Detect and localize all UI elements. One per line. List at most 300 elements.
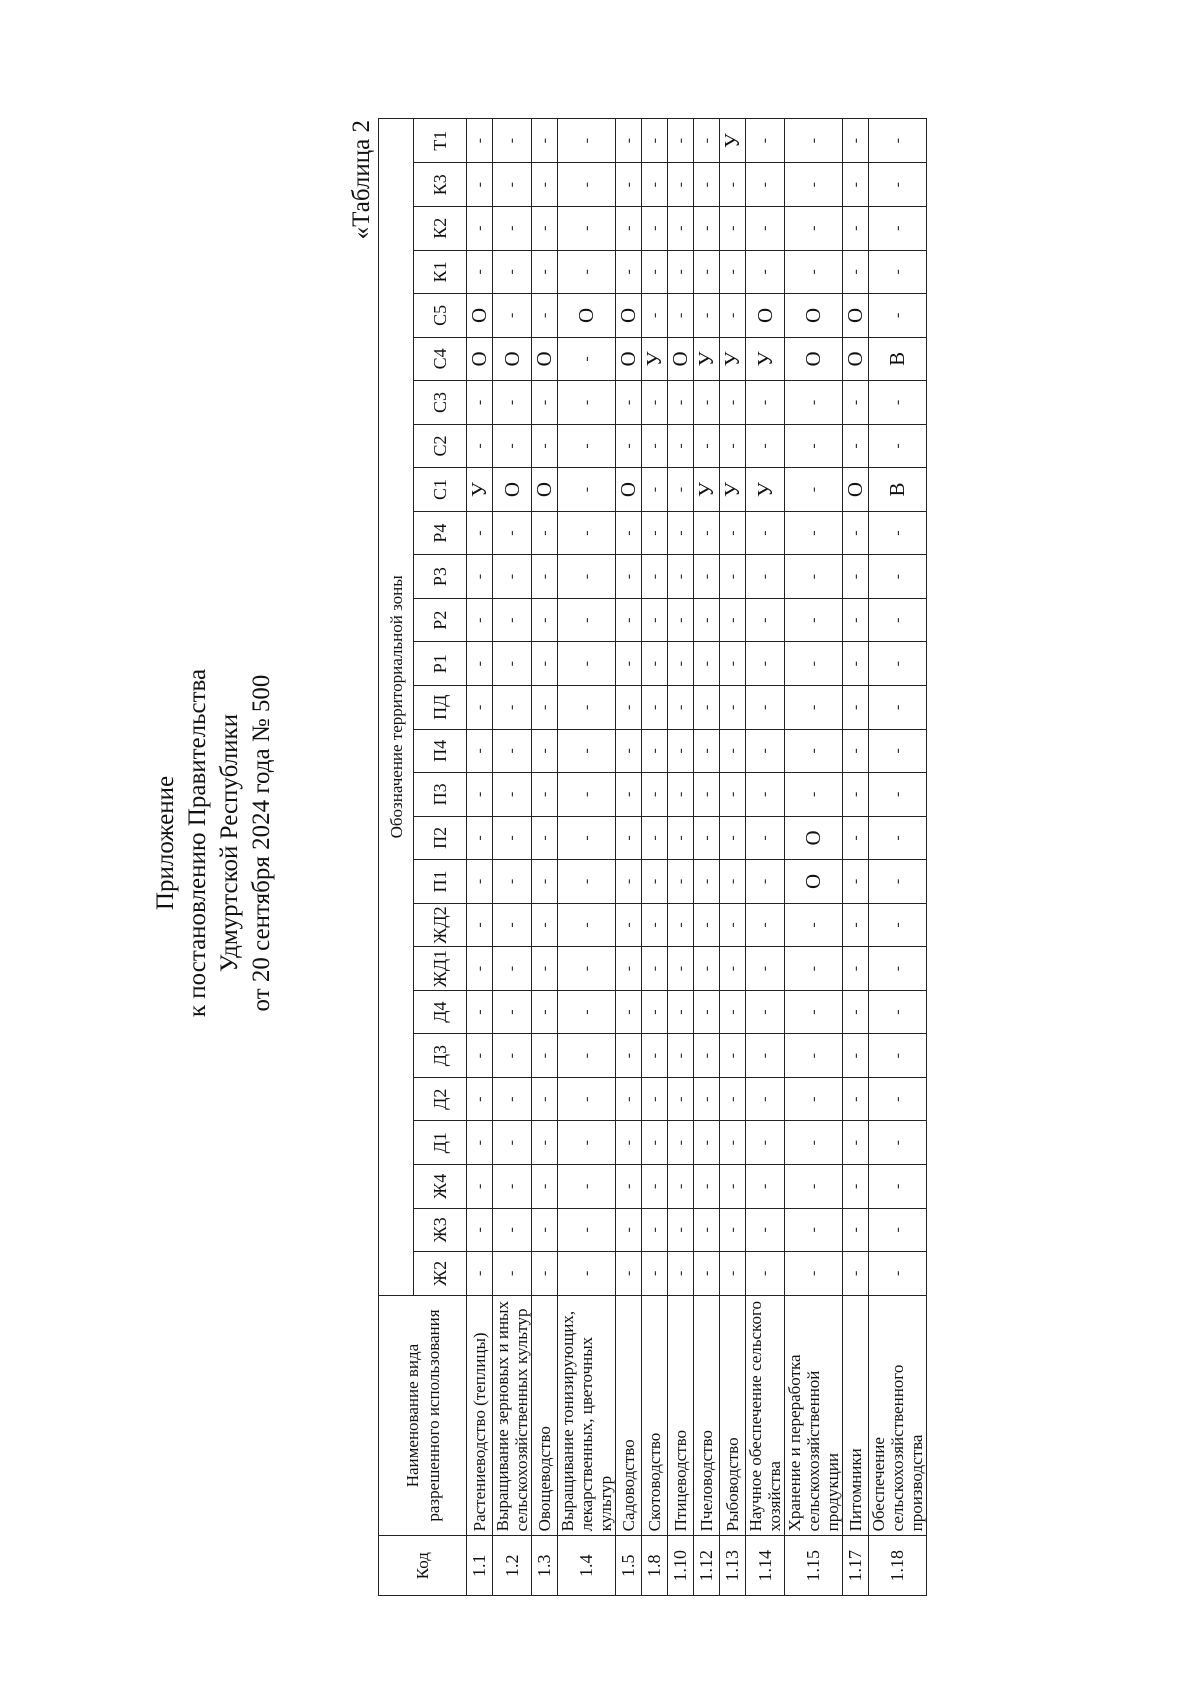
zone-cell: - — [467, 163, 493, 207]
zone-cell: - — [746, 903, 785, 947]
header-line-appendix: Приложение — [152, 775, 179, 911]
table-row — [746, 119, 785, 1596]
row-code: 1.2 — [493, 1536, 532, 1596]
zone-cell: - — [558, 773, 616, 817]
zone-cell: - — [843, 773, 869, 817]
zone-cell: - — [642, 947, 668, 991]
zone-cell: - — [532, 1077, 558, 1121]
zone-cell: - — [869, 1034, 927, 1078]
zone-cell: - — [843, 119, 869, 163]
zone-cell: - — [642, 1034, 668, 1078]
zone-header: С3 — [414, 381, 467, 425]
zone-cell: - — [616, 773, 642, 817]
zone-cell: - — [668, 773, 694, 817]
zone-cell: - — [467, 381, 493, 425]
zone-cell: - — [558, 381, 616, 425]
zone-cell: - — [694, 511, 720, 555]
zone-cell: - — [785, 1121, 843, 1165]
zone-header: Р3 — [414, 555, 467, 599]
zone-cell: - — [668, 381, 694, 425]
zone-cell: - — [642, 1252, 668, 1296]
zone-cell: - — [493, 990, 532, 1034]
zone-cell: - — [616, 163, 642, 207]
zone-cell: - — [616, 250, 642, 294]
zone-cell: - — [467, 1208, 493, 1252]
zone-cell: - — [642, 1208, 668, 1252]
zone-cell: - — [785, 729, 843, 773]
zone-cell: - — [668, 990, 694, 1034]
row-code: 1.8 — [642, 1536, 668, 1596]
zone-header: Ж2 — [414, 1252, 467, 1296]
zone-cell: - — [785, 598, 843, 642]
zone-cell: У — [746, 337, 785, 381]
zone-cell: - — [616, 686, 642, 730]
zone-cell: У — [694, 468, 720, 512]
zone-cell: - — [720, 903, 746, 947]
zone-cell: В — [869, 468, 927, 512]
zone-cell: - — [668, 468, 694, 512]
zone-cell: О — [616, 294, 642, 338]
row-code: 1.17 — [843, 1536, 869, 1596]
header-zones-group: Обозначение территориальной зоны — [379, 119, 414, 1296]
zone-cell: - — [642, 642, 668, 686]
zone-cell: - — [746, 860, 785, 904]
zone-cell: - — [843, 642, 869, 686]
zone-cell: - — [558, 1121, 616, 1165]
zone-cell: - — [785, 642, 843, 686]
zone-cell: У — [642, 337, 668, 381]
zone-cell: О — [558, 294, 616, 338]
zone-cell: - — [532, 903, 558, 947]
zone-cell: - — [532, 729, 558, 773]
table-row — [642, 119, 668, 1596]
zone-cell: - — [668, 294, 694, 338]
zone-cell: - — [616, 990, 642, 1034]
zone-cell: - — [869, 1165, 927, 1209]
zone-cell: - — [694, 642, 720, 686]
zone-cell: - — [720, 816, 746, 860]
zone-cell: - — [720, 1121, 746, 1165]
table-row — [785, 119, 843, 1596]
zone-cell: - — [785, 1252, 843, 1296]
zone-cell: - — [642, 250, 668, 294]
zone-cell: - — [616, 511, 642, 555]
zone-cell: - — [694, 381, 720, 425]
zone-cell: - — [493, 250, 532, 294]
zone-cell: - — [746, 1121, 785, 1165]
zone-cell: - — [720, 294, 746, 338]
zone-cell: - — [668, 119, 694, 163]
row-code: 1.3 — [532, 1536, 558, 1596]
row-code: 1.15 — [785, 1536, 843, 1596]
zone-cell: - — [869, 1208, 927, 1252]
zone-cell: - — [694, 1165, 720, 1209]
zone-cell: - — [720, 1034, 746, 1078]
table-row — [668, 119, 694, 1596]
zone-cell: - — [869, 555, 927, 599]
zone-cell: - — [642, 903, 668, 947]
row-use-name: Научное обеспечение сельского хозяйства — [746, 1295, 785, 1536]
zone-cell: - — [668, 860, 694, 904]
zone-header: С2 — [414, 424, 467, 468]
zone-cell: - — [493, 424, 532, 468]
zone-cell: - — [532, 511, 558, 555]
zone-cell: - — [720, 511, 746, 555]
zone-cell: - — [642, 555, 668, 599]
zone-cell: - — [785, 555, 843, 599]
zone-cell: - — [493, 1121, 532, 1165]
zone-cell: О — [616, 337, 642, 381]
zone-cell: - — [694, 816, 720, 860]
zone-cell: - — [746, 947, 785, 991]
zone-cell: - — [694, 729, 720, 773]
zone-cell: - — [843, 903, 869, 947]
row-use-name: Обеспечение сельскохозяйственного производства — [869, 1295, 927, 1536]
zone-cell: - — [532, 424, 558, 468]
zone-cell: - — [532, 816, 558, 860]
header-line-resolution: к постановлению Правительства — [184, 668, 211, 1018]
zone-cell: - — [720, 250, 746, 294]
zone-cell: - — [467, 250, 493, 294]
zone-cell: О — [843, 294, 869, 338]
zone-cell: - — [746, 773, 785, 817]
zone-cell: - — [558, 860, 616, 904]
zone-cell: - — [668, 511, 694, 555]
zone-cell: - — [843, 947, 869, 991]
zone-cell: - — [558, 729, 616, 773]
zone-cell: - — [558, 511, 616, 555]
zone-cell: - — [785, 206, 843, 250]
zone-cell: - — [668, 1034, 694, 1078]
table-row — [558, 119, 616, 1596]
zone-cell: - — [616, 947, 642, 991]
zone-cell: - — [467, 1121, 493, 1165]
zone-cell: - — [843, 990, 869, 1034]
zone-cell: - — [532, 555, 558, 599]
zone-cell: О — [616, 468, 642, 512]
zone-cell: - — [616, 381, 642, 425]
zone-cell: - — [694, 773, 720, 817]
row-code: 1.4 — [558, 1536, 616, 1596]
zone-cell: - — [843, 163, 869, 207]
zone-cell: - — [694, 903, 720, 947]
zone-cell: - — [843, 1208, 869, 1252]
zone-cell: - — [720, 729, 746, 773]
zone-cell: - — [642, 773, 668, 817]
zone-cell: - — [694, 1121, 720, 1165]
row-code: 1.13 — [720, 1536, 746, 1596]
zone-cell: - — [532, 1252, 558, 1296]
zone-cell: - — [843, 250, 869, 294]
zone-cell: - — [746, 816, 785, 860]
zone-cell: - — [843, 1121, 869, 1165]
zone-cell: - — [467, 206, 493, 250]
row-code: 1.12 — [694, 1536, 720, 1596]
zone-cell: - — [532, 860, 558, 904]
table-row — [843, 119, 869, 1596]
zone-cell: - — [616, 206, 642, 250]
zone-cell: - — [532, 119, 558, 163]
zone-cell: - — [467, 773, 493, 817]
zone-cell: - — [558, 1077, 616, 1121]
zone-cell: - — [493, 773, 532, 817]
zone-cell: У — [467, 468, 493, 512]
zone-cell: У — [720, 468, 746, 512]
zone-cell: - — [668, 1121, 694, 1165]
zone-cell: - — [668, 816, 694, 860]
zone-header: Р4 — [414, 511, 467, 555]
zone-cell: - — [493, 1034, 532, 1078]
zone-cell: - — [843, 598, 869, 642]
zone-cell: - — [616, 424, 642, 468]
zone-cell: - — [869, 686, 927, 730]
row-use-name: Скотоводство — [642, 1295, 668, 1536]
zone-cell: - — [558, 686, 616, 730]
zone-cell: - — [467, 119, 493, 163]
zone-cell: - — [843, 816, 869, 860]
zone-cell: - — [642, 990, 668, 1034]
zone-cell: - — [558, 1252, 616, 1296]
zone-cell: - — [616, 598, 642, 642]
zone-cell: - — [869, 947, 927, 991]
zone-cell: - — [532, 206, 558, 250]
zone-cell: - — [558, 642, 616, 686]
zone-cell: - — [720, 1252, 746, 1296]
zone-cell: - — [493, 511, 532, 555]
zone-cell: - — [467, 1034, 493, 1078]
zone-cell: - — [694, 119, 720, 163]
zone-header: Д3 — [414, 1034, 467, 1078]
zone-cell: - — [785, 990, 843, 1034]
zone-header: Р1 — [414, 642, 467, 686]
zone-cell: - — [746, 250, 785, 294]
zone-cell: - — [532, 686, 558, 730]
zone-cell: - — [843, 555, 869, 599]
zone-cell: - — [869, 381, 927, 425]
zone-cell: - — [843, 1034, 869, 1078]
zone-cell: - — [668, 947, 694, 991]
zone-cell: - — [869, 860, 927, 904]
zone-cell: - — [493, 1165, 532, 1209]
table-row — [694, 119, 720, 1596]
zone-cell: - — [558, 250, 616, 294]
zone-cell: - — [869, 642, 927, 686]
zone-cell: - — [467, 1077, 493, 1121]
zone-header: П2 — [414, 816, 467, 860]
zone-cell: - — [668, 903, 694, 947]
zone-cell: - — [642, 511, 668, 555]
zone-cell: - — [746, 1077, 785, 1121]
zone-cell: - — [616, 642, 642, 686]
zone-cell: - — [532, 773, 558, 817]
row-use-name: Садоводство — [616, 1295, 642, 1536]
zone-cell: - — [467, 598, 493, 642]
zone-cell: - — [493, 1208, 532, 1252]
zone-cell: - — [720, 598, 746, 642]
table-row — [869, 119, 927, 1596]
zone-cell: - — [467, 511, 493, 555]
zone-cell: - — [558, 337, 616, 381]
zone-cell: О — [493, 468, 532, 512]
table-caption: «Таблица 2 — [348, 120, 375, 240]
zone-cell: - — [493, 163, 532, 207]
row-code: 1.18 — [869, 1536, 927, 1596]
zone-cell: - — [720, 555, 746, 599]
zone-cell: - — [532, 642, 558, 686]
zone-cell: - — [558, 990, 616, 1034]
table-row — [616, 119, 642, 1596]
zone-cell: - — [558, 468, 616, 512]
zone-cell: - — [843, 1165, 869, 1209]
zone-cell: - — [785, 947, 843, 991]
zone-cell: - — [493, 206, 532, 250]
zone-cell: - — [558, 598, 616, 642]
zone-cell: - — [746, 119, 785, 163]
zone-cell: - — [694, 250, 720, 294]
zone-header: П1 — [414, 860, 467, 904]
zone-cell: - — [493, 555, 532, 599]
zone-cell: - — [467, 947, 493, 991]
zone-cell: - — [785, 119, 843, 163]
zone-cell: - — [668, 1165, 694, 1209]
zone-cell: - — [532, 163, 558, 207]
zone-cell: - — [746, 686, 785, 730]
zone-cell: - — [668, 729, 694, 773]
zone-cell: О — [785, 816, 843, 860]
zone-cell: - — [467, 816, 493, 860]
zone-cell: - — [746, 511, 785, 555]
zone-cell: - — [642, 816, 668, 860]
zone-header: ЖД1 — [414, 947, 467, 991]
zone-cell: - — [493, 686, 532, 730]
zone-cell: - — [785, 903, 843, 947]
zone-cell: - — [493, 294, 532, 338]
zone-cell: - — [869, 990, 927, 1034]
zone-cell: - — [869, 1121, 927, 1165]
zone-cell: О — [843, 337, 869, 381]
zone-header: Ж3 — [414, 1208, 467, 1252]
zone-cell: - — [869, 119, 927, 163]
zone-cell: - — [869, 816, 927, 860]
zone-cell: - — [720, 1208, 746, 1252]
document-header — [150, 0, 278, 1686]
header-use-name: Наименование вида разрешенного использования — [379, 1295, 467, 1536]
zone-cell: - — [493, 119, 532, 163]
zone-cell: - — [532, 1034, 558, 1078]
zone-header: ЖД2 — [414, 903, 467, 947]
zone-cell: - — [869, 729, 927, 773]
zone-cell: - — [869, 1252, 927, 1296]
zone-cell: - — [668, 206, 694, 250]
zone-cell: - — [843, 686, 869, 730]
zone-cell: - — [694, 206, 720, 250]
zone-cell: - — [843, 511, 869, 555]
zone-cell: - — [558, 816, 616, 860]
table-row — [493, 119, 532, 1596]
zone-cell: - — [558, 903, 616, 947]
row-use-name: Овощеводство — [532, 1295, 558, 1536]
zone-header: С5 — [414, 294, 467, 338]
table-row — [532, 119, 558, 1596]
zone-cell: - — [668, 163, 694, 207]
zone-header: Д1 — [414, 1121, 467, 1165]
zone-cell: - — [694, 163, 720, 207]
zone-cell: - — [668, 686, 694, 730]
zone-cell: - — [694, 860, 720, 904]
zone-cell: - — [746, 163, 785, 207]
zone-cell: - — [493, 381, 532, 425]
zone-cell: - — [843, 1077, 869, 1121]
row-code: 1.10 — [668, 1536, 694, 1596]
zone-cell: У — [720, 119, 746, 163]
zone-header: Ж4 — [414, 1165, 467, 1209]
zone-cell: - — [668, 1077, 694, 1121]
zone-cell: О — [467, 337, 493, 381]
zone-cell: - — [558, 119, 616, 163]
zone-cell: - — [869, 773, 927, 817]
zone-cell: - — [746, 642, 785, 686]
zone-cell: - — [746, 1165, 785, 1209]
zone-cell: О — [467, 294, 493, 338]
zone-cell: - — [843, 206, 869, 250]
zone-cell: - — [467, 1165, 493, 1209]
zone-cell: - — [720, 1077, 746, 1121]
zone-cell: - — [616, 1034, 642, 1078]
zone-cell: - — [746, 206, 785, 250]
zone-cell: - — [616, 119, 642, 163]
zone-cell: - — [642, 468, 668, 512]
zone-cell: - — [843, 424, 869, 468]
zone-cell: О — [785, 294, 843, 338]
zone-cell: - — [532, 947, 558, 991]
zone-cell: - — [869, 511, 927, 555]
zone-cell: - — [869, 206, 927, 250]
zone-cell: - — [694, 990, 720, 1034]
zone-cell: - — [558, 555, 616, 599]
zone-cell: - — [467, 729, 493, 773]
zone-cell: - — [720, 947, 746, 991]
zone-cell: - — [869, 903, 927, 947]
zone-cell: - — [642, 686, 668, 730]
zone-cell: - — [532, 598, 558, 642]
zone-cell: - — [558, 1208, 616, 1252]
zone-cell: - — [642, 729, 668, 773]
zone-cell: - — [558, 947, 616, 991]
zone-cell: У — [720, 337, 746, 381]
zone-cell: - — [843, 1252, 869, 1296]
zone-header: Т1 — [414, 119, 467, 163]
zone-cell: У — [746, 468, 785, 512]
zone-cell: - — [493, 1077, 532, 1121]
zone-cell: - — [532, 1208, 558, 1252]
zone-cell: - — [616, 860, 642, 904]
zone-cell: - — [785, 511, 843, 555]
zone-cell: - — [785, 468, 843, 512]
zone-cell: - — [785, 250, 843, 294]
zone-cell: - — [616, 1208, 642, 1252]
zone-cell: - — [668, 1208, 694, 1252]
header-code: Код — [379, 1536, 467, 1596]
zone-cell: О — [532, 337, 558, 381]
row-use-name: Растениеводство (теплицы) — [467, 1295, 493, 1536]
zone-cell: - — [746, 729, 785, 773]
zone-cell: У — [694, 337, 720, 381]
zone-cell: - — [720, 860, 746, 904]
zone-cell: - — [493, 947, 532, 991]
zone-cell: - — [616, 903, 642, 947]
zone-cell: - — [642, 206, 668, 250]
zone-cell: - — [785, 773, 843, 817]
